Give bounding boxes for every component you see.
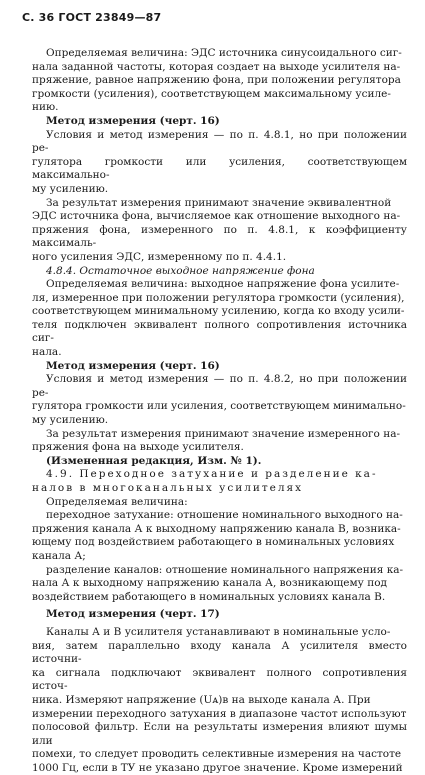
text-line: канала А;: [32, 549, 86, 562]
text-line: Условия и метод измерения — по п. 4.8.1, но при положении ре-: [32, 128, 407, 155]
text-line: громкости (усиления), соответствующем максимальному усиле-: [32, 87, 391, 100]
text-line: 1000 Гц, если в ТУ не указано другое значение. Кроме измерений: [32, 761, 403, 774]
page-header: С. 36 ГОСТ 23849—87: [22, 11, 162, 24]
text-line: нала А к выходному напряжению канала А, возникающему под: [32, 577, 387, 590]
text-line: налов в многоканальных усилителях: [32, 482, 304, 494]
text-line: Определяемая величина: выходное напряжение фона усилите-: [46, 278, 400, 291]
text-line: ля, измеренное при положении регулятора громкости (усиления),: [32, 291, 405, 304]
text-line: Метод измерения (черт. 16): [46, 114, 220, 127]
text-line: (Измененная редакция, Изм. № 1).: [46, 454, 262, 467]
text-line: воздействием работающего в номинальных условиях канала В.: [32, 590, 386, 603]
text-line: ка сигнала подключают эквивалент полного сопротивления источ-: [32, 666, 407, 693]
text-line: Метод измерения (черт. 17): [46, 608, 220, 621]
text-line: Метод измерения (черт. 16): [46, 359, 220, 372]
text-line: Определяемая величина: ЭДС источника синусоидального сиг-: [46, 47, 402, 59]
text-line: вия, затем параллельно входу канала А усилителя вместо источни-: [32, 639, 407, 666]
document-body: [32, 47, 407, 775]
text-line: Условия и метод измерения — по п. 4.8.2, но при положении ре-: [32, 373, 407, 399]
text-line: соответствующем минимальному усилению, когда ко входу усили-: [32, 305, 405, 318]
text-line: 4.9. Переходное затухание и разделение ка-: [46, 468, 378, 481]
text-line: За результат измерения принимают значение эквивалентной: [46, 196, 392, 209]
text-line: гулятора громкости или усиления, соответствующем минимально-: [32, 400, 406, 413]
text-line: ющему под воздействием работающего в номинальных условиях: [32, 536, 395, 549]
text-line: пряжения фона, измеренного по п. 4.8.1, к коэффициенту максималь-: [32, 223, 407, 250]
text-line: нию.: [32, 101, 59, 114]
text-line: ника. Измеряют напряжение (Uᴀ)в на выходе канала А. При: [32, 693, 371, 706]
text-line: Каналы А и В усилителя устанавливают в номинальные усло-: [46, 625, 391, 638]
text-line: За результат измерения принимают значение измеренного на-: [46, 427, 401, 440]
text-line: помехи, то следует проводить селективные измерения на частоте: [32, 748, 402, 761]
text-line: нала заданной частоты, которая создает на выходе усилителя на-: [32, 60, 401, 73]
text-line: полосовой фильтр. Если на результаты измерения влияют шумы или: [32, 721, 407, 747]
text-line: разделение каналов: отношение номинального напряжения ка-: [46, 563, 404, 576]
text-line: пряжения канала А к выходному напряжению канала В, возника-: [32, 522, 401, 535]
text-line: гулятора громкости или усиления, соответствующем максимально-: [32, 155, 407, 182]
text-line: му усилению.: [32, 182, 109, 195]
text-line: нала.: [32, 346, 62, 359]
text-line: переходное затухание: отношение номинального выходного на-: [46, 509, 403, 522]
text-line: измерении переходного затухания в диапазоне частот используют: [32, 707, 407, 720]
text-line: Определяемая величина:: [46, 495, 188, 508]
text-line: пряжение, равное напряжению фона, при положении регулятора: [32, 74, 401, 87]
text-line: му усилению.: [32, 414, 109, 427]
text-line: ЭДС источника фона, вычисляемое как отношение выходного на-: [32, 210, 401, 223]
text-line: пряжения фона на выходе усилителя.: [32, 441, 244, 454]
text-line: ного усиления ЭДС, измеренному по п. 4.4.1.: [32, 250, 287, 263]
text-line: теля подключен эквивалент полного сопротивления источника сиг-: [32, 318, 407, 345]
text-line: 4.8.4. Остаточное выходное напряжение фона: [46, 264, 315, 277]
